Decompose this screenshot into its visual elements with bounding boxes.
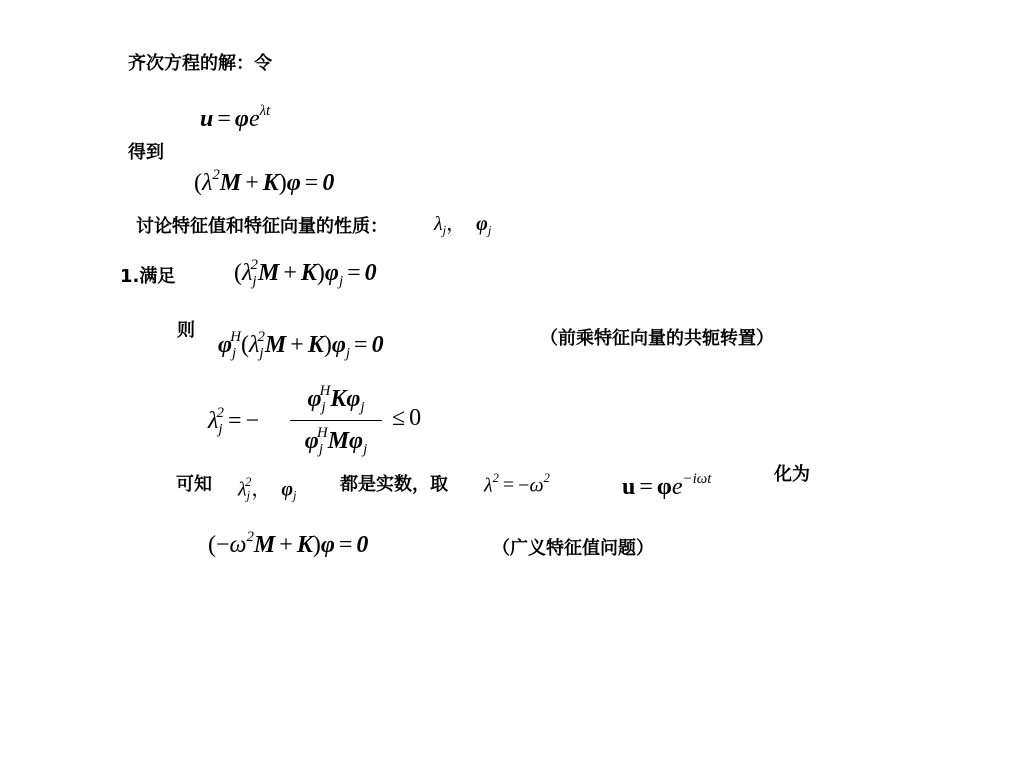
know-text: 可知 [176,474,212,495]
all-real-text: 都是实数，取 [340,474,448,495]
lambda-omega-relation: $\lambda^2 = -\omega^2$ [484,471,550,497]
equation-u-phi-exp: $u = \varphi e^{\lambda t}$ [200,103,271,133]
premultiply-note: （前乘特征向量的共轭转置） [540,328,774,349]
then-text: 则 [177,320,195,341]
lambda-phi-real: $\lambda_j^2$， $\varphi_j$ [238,475,297,503]
generalized-eigen-note: （广义特征值问题） [492,538,654,559]
intro-text: 齐次方程的解：令 [128,53,272,74]
leq-zero: ≤ 0 [392,405,422,431]
obtain-text: 得到 [128,142,164,163]
becomes-text: 化为 [774,464,810,485]
equation-generalized-eigen: $(-\omega^2M + K)\varphi = 0$ [208,529,369,559]
item-1-label: 1.满足 [120,266,176,287]
equation-eigen-j: $(\lambda_j^2M + K)\varphi_j = 0$ [234,257,377,290]
equation-premultiplied: $\varphi_j^H(\lambda_j^2M + K)\varphi_j = 0$ [218,329,384,362]
rayleigh-fraction: $\varphi_j^HK\varphi_j$ $\varphi_j^HM\varphi_j$ [290,378,382,462]
equation-eigen: $(\lambda^2M + K)\varphi = 0$ [194,167,335,197]
discussion-text: 讨论特征值和特征向量的性质： [136,216,388,237]
lambda-squared-lhs: $\lambda_j^2$ = − [208,405,260,438]
lambda-phi-symbols: $\lambda_j$， $\varphi_j$ [434,213,492,238]
equation-u-harmonic: $u = \varphi e^{-i\omega t}$ [622,471,712,501]
